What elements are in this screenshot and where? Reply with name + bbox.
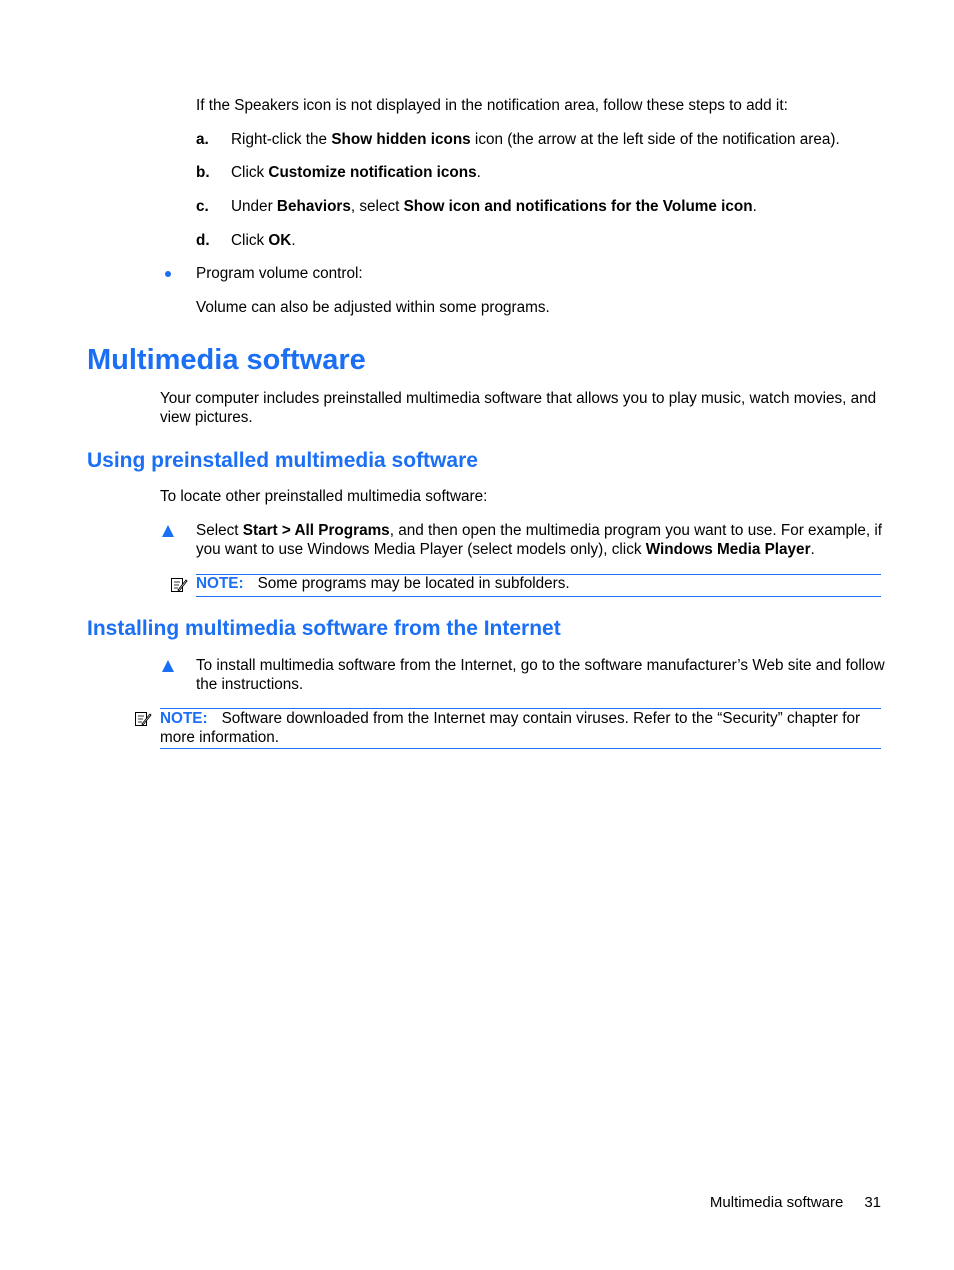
bullet-text: Program volume control: bbox=[196, 265, 363, 282]
step-b-text: Click Customize notification icons. bbox=[231, 164, 481, 181]
step-triangle-icon bbox=[162, 525, 174, 537]
intro-paragraph: If the Speakers icon is not displayed in the notification area, follow these steps to add it: bbox=[196, 97, 788, 114]
note-bottom-rule bbox=[196, 596, 881, 597]
step-c-label: c. bbox=[196, 198, 209, 215]
page-number: 31 bbox=[864, 1194, 881, 1211]
note-preinstalled: NOTE: Some programs may be located in subfolders. bbox=[196, 575, 570, 592]
subsection-heading-internet: Installing multimedia software from the Internet bbox=[87, 617, 561, 640]
subsection-lead: To locate other preinstalled multimedia software: bbox=[160, 488, 488, 505]
note-label: NOTE: bbox=[160, 710, 208, 727]
step-a-text: Right-click the Show hidden icons icon (the arrow at the left side of the notification area). bbox=[231, 131, 840, 148]
step-d-label: d. bbox=[196, 232, 210, 249]
page-footer bbox=[710, 1193, 881, 1212]
section-body: Your computer includes preinstalled multimedia software that allows you to play music, watch movies, and view pictures. bbox=[160, 390, 877, 426]
bullet-dot-icon bbox=[165, 271, 171, 277]
step-a-label: a. bbox=[196, 131, 209, 148]
step-select-programs: Select Start > All Programs, and then open the multimedia program you want to use. For example, if you want to use Windows Media Player (select models only), click Windows Media Player. bbox=[196, 522, 883, 558]
note-pencil-icon bbox=[170, 576, 188, 594]
step-install-internet: To install multimedia software from the Internet, go to the software manufacturer’s Web site and follow the instructions. bbox=[196, 657, 885, 693]
step-triangle-icon bbox=[162, 660, 174, 672]
subsection-heading-preinstalled: Using preinstalled multimedia software bbox=[87, 449, 478, 472]
note-internet: NOTE: Software downloaded from the Internet may contain viruses. Refer to the “Security” chapter for more information. bbox=[160, 710, 861, 746]
step-b-label: b. bbox=[196, 164, 210, 181]
note-pencil-icon bbox=[134, 710, 152, 728]
step-c-text: Under Behaviors, select Show icon and notifications for the Volume icon. bbox=[231, 198, 757, 215]
section-heading: Multimedia software bbox=[87, 344, 366, 376]
footer-section: Multimedia software bbox=[709, 1194, 844, 1211]
step-d-text: Click OK. bbox=[231, 232, 296, 249]
bullet-subtext: Volume can also be adjusted within some programs. bbox=[196, 299, 550, 316]
note-bottom-rule bbox=[160, 748, 881, 749]
note-label: NOTE: bbox=[196, 575, 244, 592]
